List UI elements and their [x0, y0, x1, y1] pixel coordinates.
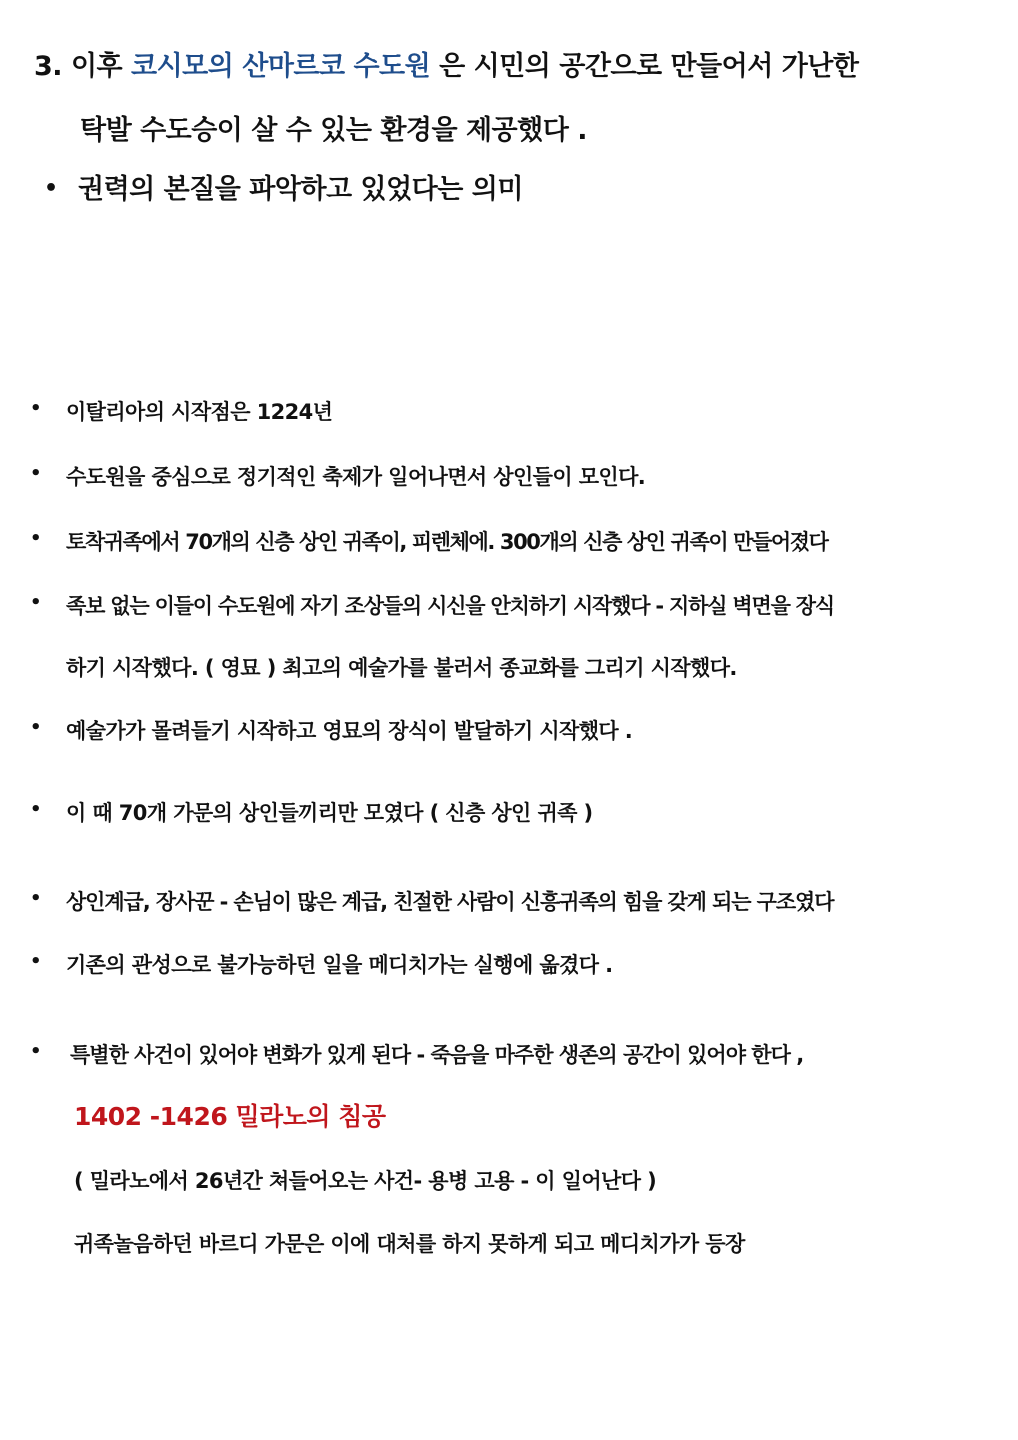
- bullet-icon: •: [30, 528, 42, 549]
- milan-invasion-heading: 1402 -1426 밀라노의 침공: [74, 1102, 386, 1131]
- bullet-icon: •: [30, 592, 42, 613]
- bullet-icon: •: [30, 1041, 42, 1062]
- list-item: 기존의 관성으로 불가능하던 일을 메디치가는 실행에 옮겼다 .: [66, 953, 613, 977]
- list-item: 수도원을 중심으로 정기적인 축제가 일어나면서 상인들이 모인다.: [66, 465, 646, 489]
- heading-line-1: [34, 44, 858, 83]
- list-item: 특별한 사건이 있어야 변화가 있게 된다 - 죽음을 마주한 생존의 공간이 있어야 한다 ,: [70, 1043, 804, 1067]
- list-item-continuation: 하기 시작했다. ( 영묘 ) 최고의 예술가를 불러서 종교화를 그리기 시작했다.: [66, 656, 737, 680]
- heading-bullet-line: 권력의 본질을 파악하고 있었다는 의미: [78, 174, 523, 205]
- bullet-icon: •: [30, 463, 42, 484]
- list-item: 족보 없는 이들이 수도원에 자기 조상들의 시신을 안치하기 시작했다 - 지하실 벽면을 장식: [66, 594, 834, 618]
- list-item: 이 때 70개 가문의 상인들끼리만 모였다 ( 신층 상인 귀족 ): [66, 801, 593, 825]
- heading-prefix: 3. 이후: [34, 51, 132, 82]
- heading-line-2: 탁발 수도승이 살 수 있는 환경을 제공했다 .: [80, 115, 587, 146]
- bullet-icon: •: [30, 951, 42, 972]
- bullet-icon: •: [30, 888, 42, 909]
- heading-highlight-monastery: 코시모의 산마르코 수도원: [131, 51, 431, 82]
- bullet-icon: •: [30, 717, 42, 738]
- list-item: 이탈리아의 시작점은 1224년: [66, 400, 333, 424]
- milan-note-line: ( 밀라노에서 26년간 쳐들어오는 사건- 용병 고용 - 이 일어난다 ): [74, 1169, 657, 1193]
- heading-suffix: 은 시민의 공간으로 만들어서 가난한: [430, 51, 859, 82]
- bullet-icon: •: [30, 799, 42, 820]
- list-item: 상인계급, 장사꾼 - 손님이 많은 계급, 친절한 사람이 신흥귀족의 힘을 갖게 되는 구조였다: [66, 890, 834, 914]
- bullet-icon: •: [44, 176, 59, 201]
- bardi-medici-line: 귀족놀음하던 바르디 가문은 이에 대처를 하지 못하게 되고 메디치가가 등장: [74, 1232, 745, 1256]
- list-item: 예술가가 몰려들기 시작하고 영묘의 장식이 발달하기 시작했다 .: [66, 719, 633, 743]
- bullet-icon: •: [30, 398, 42, 419]
- list-item: 토착귀족에서 70개의 신층 상인 귀족이, 피렌체에. 300개의 신층 상인 귀족이 만들어졌다: [66, 530, 828, 554]
